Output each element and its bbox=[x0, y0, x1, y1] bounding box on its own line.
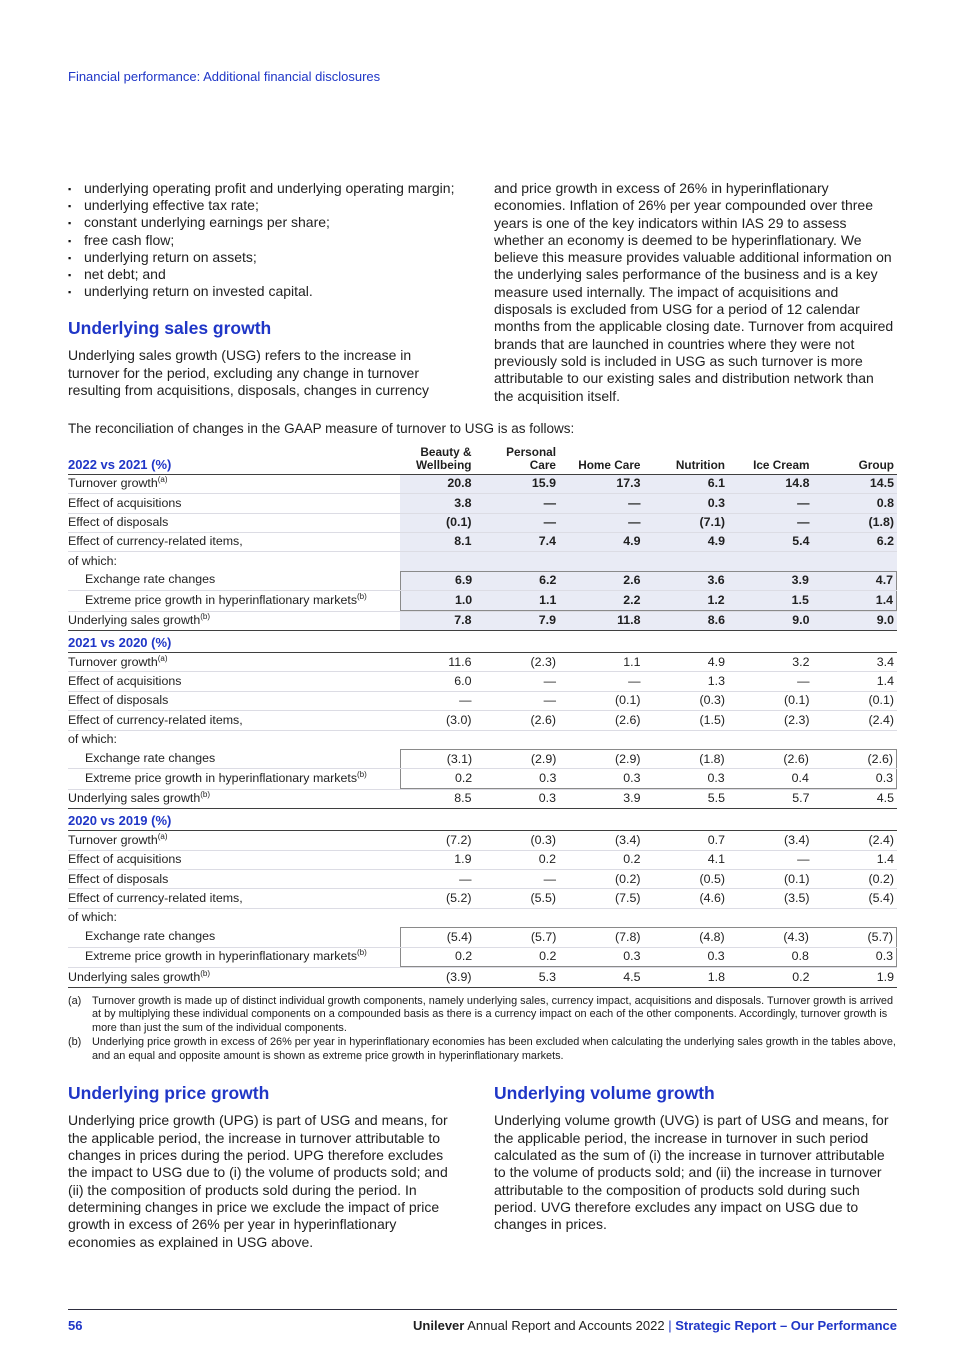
table-cell: (0.1) bbox=[446, 515, 472, 530]
table-cell: (5.5) bbox=[530, 890, 556, 905]
table-cell: 1.9 bbox=[454, 852, 472, 867]
table-cell: 8.6 bbox=[707, 613, 725, 628]
bullet-marker: ▪ bbox=[68, 270, 72, 281]
table-cell bbox=[823, 552, 898, 570]
bullet-item bbox=[68, 197, 465, 214]
table-cell: 14.5 bbox=[869, 476, 894, 491]
row-values bbox=[400, 889, 897, 907]
table-cell: (1.8) bbox=[699, 751, 725, 766]
table-row bbox=[68, 749, 897, 768]
table-cell: 0.2 bbox=[538, 852, 556, 867]
bullet-marker: ▪ bbox=[68, 184, 72, 194]
table-cell: (1.8) bbox=[868, 515, 894, 530]
usg-reconciliation-table bbox=[68, 446, 897, 987]
row-label: Turnover growth$^{(a)}$ bbox=[68, 475, 168, 491]
row-values bbox=[400, 968, 897, 986]
table-row bbox=[68, 532, 897, 551]
table-cell: (7.1) bbox=[699, 515, 725, 530]
table-cell bbox=[485, 731, 570, 749]
running-header: Financial performance: Additional financial disclosures bbox=[68, 69, 381, 84]
bullet-marker: ▪ bbox=[68, 201, 72, 212]
footnote-marker: (b) bbox=[357, 948, 367, 958]
table-cell: — bbox=[543, 495, 556, 510]
table-cell: (2.3) bbox=[784, 712, 810, 727]
table-cell: 0.7 bbox=[707, 832, 725, 847]
bullet-item bbox=[68, 232, 465, 249]
table-row bbox=[68, 888, 897, 907]
table-row bbox=[68, 730, 897, 749]
column-header: Beauty & Wellbeing bbox=[416, 445, 472, 472]
table-cell bbox=[400, 909, 485, 927]
table-row bbox=[68, 653, 897, 671]
footnote-marker: (b) bbox=[357, 769, 367, 779]
table-cell: (5.4) bbox=[446, 929, 473, 944]
table-row bbox=[68, 967, 897, 986]
table-cell: 0.3 bbox=[623, 770, 641, 785]
row-label: Turnover growth$^{(a)}$ bbox=[68, 831, 168, 847]
table-cell: 17.3 bbox=[616, 476, 641, 491]
table-cell: 1.4 bbox=[876, 673, 894, 688]
table-cell: 8.1 bbox=[454, 534, 472, 549]
table-cell: 4.7 bbox=[875, 573, 894, 588]
table-intro-text: The reconciliation of changes in the GAAP measure of turnover to USG is as follows: bbox=[68, 420, 575, 436]
table-cell: (2.6) bbox=[867, 751, 894, 766]
row-label: Effect of acquisitions bbox=[68, 673, 182, 688]
table-cell: 6.9 bbox=[454, 573, 473, 588]
bullet-text: constant underlying earnings per share; bbox=[84, 214, 330, 231]
table-cell: — bbox=[797, 673, 810, 688]
table-cell: 0.3 bbox=[707, 770, 725, 785]
footer-section-link: Strategic Report – Our Performance bbox=[675, 1318, 897, 1333]
table-cell: 0.8 bbox=[791, 949, 809, 964]
usg-heading: Underlying sales growth bbox=[68, 318, 272, 339]
table-cell: 0.3 bbox=[623, 949, 641, 964]
table-cell: (0.3) bbox=[699, 693, 725, 708]
footnote-marker: (a) bbox=[157, 831, 168, 841]
table-cell: (0.5) bbox=[699, 871, 725, 886]
row-label: Effect of acquisitions bbox=[68, 495, 182, 510]
footer-separator: | bbox=[668, 1318, 672, 1333]
table-cell: (0.1) bbox=[784, 693, 810, 708]
table-cell bbox=[654, 909, 739, 927]
column-header: Ice Cream bbox=[753, 457, 810, 472]
row-values bbox=[400, 571, 897, 590]
table-section-label: 2020 vs 2019 (%) bbox=[68, 809, 897, 831]
table-cell bbox=[738, 731, 823, 749]
table-cell: 7.8 bbox=[454, 613, 472, 628]
bullet-item bbox=[68, 249, 465, 266]
row-label: Effect of disposals bbox=[68, 871, 169, 886]
table-cell: (0.3) bbox=[530, 832, 556, 847]
table-cell: — bbox=[459, 693, 472, 708]
row-values bbox=[400, 612, 897, 630]
footnote-marker: (b) bbox=[357, 591, 367, 601]
table-section bbox=[68, 475, 897, 631]
table-row bbox=[68, 710, 897, 729]
row-label: of which: bbox=[68, 553, 117, 568]
table-cell bbox=[400, 552, 485, 570]
row-values bbox=[400, 672, 897, 690]
table-cell bbox=[569, 552, 654, 570]
row-label: Effect of currency-related items, bbox=[68, 534, 243, 549]
upg-paragraph: Underlying price growth (UPG) is part of USG and means, for the applicable period, the increase in turnover attributable to changes in prices during the period. UPG therefore excludes the impact to USG due to (i) the volume of products sold; and (ii) the composition of products sold during the period. In determining changes in price we exclude the impact of price growth in excess of 26% per year in hyperinflationary economies as explained in USG above. bbox=[68, 1112, 448, 1250]
bullet-text: underlying effective tax rate; bbox=[84, 197, 259, 214]
row-label: Underlying sales growth$^{(b)}$ bbox=[68, 611, 211, 628]
page-footer bbox=[68, 1309, 897, 1333]
footnote-marker: (b) bbox=[200, 968, 211, 978]
table-cell: 4.9 bbox=[707, 654, 725, 669]
column-header: Nutrition bbox=[675, 457, 725, 472]
table-cell: (3.4) bbox=[615, 832, 641, 847]
table-cell bbox=[654, 552, 739, 570]
table-footnotes bbox=[68, 995, 897, 1064]
bullet-text: underlying operating profit and underlying operating margin; bbox=[84, 180, 455, 196]
table-cell: — bbox=[797, 515, 810, 530]
column-header: Group bbox=[858, 457, 894, 472]
table-row bbox=[68, 831, 897, 849]
bullet-text: free cash flow; bbox=[84, 231, 175, 248]
table-cell: (4.3) bbox=[783, 929, 809, 944]
table-cell: 11.6 bbox=[448, 654, 472, 669]
uvg-column bbox=[494, 1075, 897, 1250]
row-label: of which: bbox=[68, 732, 117, 747]
table-cell: 9.0 bbox=[876, 613, 894, 628]
table-cell: 15.9 bbox=[531, 476, 556, 491]
table-cell: 6.2 bbox=[539, 573, 557, 588]
table-cell: 4.5 bbox=[876, 791, 894, 806]
table-cell: (5.7) bbox=[867, 929, 894, 944]
table-row bbox=[68, 513, 897, 532]
bullet-item bbox=[68, 214, 465, 231]
table-cell: 0.2 bbox=[539, 949, 557, 964]
column-header: Home Care bbox=[578, 457, 641, 472]
table-cell: (3.1) bbox=[446, 751, 473, 766]
bullet-item bbox=[68, 283, 465, 300]
table-cell: (0.1) bbox=[784, 871, 810, 886]
row-values bbox=[400, 514, 897, 532]
table-cell bbox=[738, 909, 823, 927]
table-cell: 1.5 bbox=[791, 592, 809, 607]
row-values bbox=[400, 533, 897, 551]
footer-title bbox=[413, 1318, 897, 1333]
table-cell: 3.6 bbox=[707, 573, 725, 588]
footnote-text: Underlying price growth in excess of 26% per year in hyperinflationary economies has been excluded when calculating the underlying sales growth in the tables above, and an equal and opposite amount is shown as extreme price growth in hyperinflationary markets. bbox=[92, 1035, 896, 1062]
row-values bbox=[400, 711, 897, 729]
table-cell: 0.2 bbox=[454, 770, 473, 785]
table-row bbox=[68, 551, 897, 570]
bullet-text: underlying return on invested capital. bbox=[84, 283, 313, 300]
table-cell: (0.2) bbox=[868, 871, 894, 886]
intro-right-column bbox=[494, 180, 897, 405]
upg-column bbox=[68, 1075, 465, 1250]
table-cell: — bbox=[797, 852, 810, 867]
footnote-marker: (b) bbox=[200, 790, 211, 800]
table-cell: 0.3 bbox=[875, 949, 894, 964]
table-cell: (2.6) bbox=[783, 751, 809, 766]
table-cell: — bbox=[628, 515, 641, 530]
row-label: of which: bbox=[68, 910, 117, 925]
table-cell: 20.8 bbox=[447, 476, 472, 491]
footnote-marker: (b) bbox=[200, 611, 211, 621]
row-label: Effect of disposals bbox=[68, 693, 169, 708]
table-cell: 0.3 bbox=[707, 949, 725, 964]
table-cell: 1.9 bbox=[876, 969, 894, 984]
table-cell: 1.0 bbox=[454, 592, 473, 607]
usg-paragraph-left: Underlying sales growth (USG) refers to the increase in turnover for the period, excluding any change in turnover resulting from acquisitions, disposals, changes in currency bbox=[68, 347, 430, 399]
uvg-heading: Underlying volume growth bbox=[494, 1083, 715, 1104]
table-cell: 9.0 bbox=[792, 613, 810, 628]
table-cell: 5.5 bbox=[707, 791, 725, 806]
table-cell: (0.1) bbox=[615, 693, 641, 708]
table-cell: (2.3) bbox=[530, 654, 556, 669]
table-cell: 8.5 bbox=[454, 791, 472, 806]
table-cell: 0.2 bbox=[623, 852, 641, 867]
bullet-item bbox=[68, 180, 465, 197]
table-cell: 3.9 bbox=[791, 573, 809, 588]
table-cell bbox=[823, 731, 898, 749]
table-cell: (4.8) bbox=[699, 929, 725, 944]
table-cell: 0.2 bbox=[792, 969, 810, 984]
table-cell: 3.8 bbox=[454, 495, 472, 510]
table-row bbox=[68, 789, 897, 808]
row-label: Exchange rate changes bbox=[85, 928, 216, 943]
row-values bbox=[400, 653, 897, 671]
table-cell: (5.7) bbox=[530, 929, 557, 944]
table-cell: 5.3 bbox=[538, 969, 556, 984]
table-cell: 4.9 bbox=[623, 534, 641, 549]
table-cell: (2.4) bbox=[868, 712, 894, 727]
table-cell: 3.4 bbox=[876, 654, 894, 669]
intro-columns bbox=[68, 180, 897, 405]
usg-paragraph-right: and price growth in excess of 26% in hyperinflationary economies. Inflation of 26% per year compounded over three years is one of the key indicators within IAS 29 to assess whether an economy is deemed to be hyperinflationary. We believe this measure provides valuable additional information on the underlying sales performance of the business and is a key measure used internally. The impact of acquisitions and disposals is excluded from USG for a period of 12 calendar months from the applicable closing date. Turnover from acquired brands that are launched in countries where they were not previously sold is included in USG as such turnover is more attributable to our existing sales and distribution network than the acquisition itself. bbox=[494, 180, 894, 404]
table-cell bbox=[400, 731, 485, 749]
table-cell: 7.9 bbox=[538, 613, 556, 628]
table-cell: — bbox=[543, 515, 556, 530]
table-section-label: 2021 vs 2020 (%) bbox=[68, 631, 897, 653]
footnote bbox=[68, 1036, 897, 1064]
table-cell: 5.7 bbox=[792, 791, 810, 806]
table-cell: (2.9) bbox=[615, 751, 641, 766]
table-cell: 2.2 bbox=[623, 592, 641, 607]
table-cell: (3.0) bbox=[446, 712, 472, 727]
row-values bbox=[400, 909, 897, 927]
table-cell: (4.6) bbox=[699, 890, 725, 905]
row-label: Effect of acquisitions bbox=[68, 852, 182, 867]
table-row bbox=[68, 908, 897, 927]
bullet-text: net debt; and bbox=[84, 266, 166, 283]
bullet-marker: ▪ bbox=[68, 287, 72, 298]
table-cell: 4.9 bbox=[707, 534, 725, 549]
table-cell: 0.3 bbox=[707, 495, 725, 510]
row-label: Exchange rate changes bbox=[85, 572, 216, 587]
bullet-marker: ▪ bbox=[68, 252, 72, 263]
table-cell: 4.1 bbox=[707, 852, 725, 867]
table-cell: 7.4 bbox=[538, 534, 556, 549]
table-row bbox=[68, 671, 897, 690]
table-cell: 0.3 bbox=[875, 770, 894, 785]
table-cell: — bbox=[797, 495, 810, 510]
table-cell: — bbox=[543, 871, 556, 886]
row-values bbox=[400, 851, 897, 869]
row-label: Effect of currency-related items, bbox=[68, 890, 243, 905]
footnote-marker: (a) bbox=[68, 994, 82, 1007]
footnote-marker: (b) bbox=[68, 1035, 82, 1048]
table-cell: — bbox=[543, 673, 556, 688]
definition-columns bbox=[68, 1075, 897, 1250]
footer-report-title: Annual Report and Accounts 2022 bbox=[467, 1318, 665, 1333]
table-cell: 1.8 bbox=[707, 969, 725, 984]
row-label: Extreme price growth in hyperinflationary markets$^{(b)}$ bbox=[85, 591, 367, 607]
table-cell: 6.0 bbox=[454, 673, 472, 688]
row-values bbox=[400, 831, 897, 849]
table-cell: — bbox=[628, 495, 641, 510]
table-cell bbox=[569, 731, 654, 749]
table-cell: (2.9) bbox=[530, 751, 557, 766]
table-cell: 6.1 bbox=[707, 476, 725, 491]
bullet-text: underlying return on assets; bbox=[84, 248, 257, 265]
row-values bbox=[400, 769, 897, 788]
row-values bbox=[400, 494, 897, 512]
row-label: Extreme price growth in hyperinflationary markets$^{(b)}$ bbox=[85, 769, 367, 785]
table-cell: (5.4) bbox=[868, 890, 894, 905]
table-cell: (0.2) bbox=[615, 871, 641, 886]
row-label: Effect of disposals bbox=[68, 515, 169, 530]
row-values bbox=[400, 749, 897, 768]
table-cell: (3.4) bbox=[784, 832, 810, 847]
table-cell: 1.3 bbox=[707, 673, 725, 688]
uvg-paragraph: Underlying volume growth (UVG) is part of USG and means, for the applicable period, the increase in turnover in such period calculated as the sum of (i) the increase in turnover attributable to the volume of products sold; and (ii) the increase in turnover attributable to the composition of products sold during such period. UVG therefore excludes any impact on USG due to changes in prices. bbox=[494, 1112, 889, 1233]
table-row bbox=[68, 850, 897, 869]
table-cell bbox=[485, 909, 570, 927]
row-label: Turnover growth$^{(a)}$ bbox=[68, 653, 168, 669]
page-number: 56 bbox=[68, 1318, 83, 1333]
row-values bbox=[400, 731, 897, 749]
row-values bbox=[400, 790, 897, 808]
row-label: Exchange rate changes bbox=[85, 750, 216, 765]
footnote-text: Turnover growth is made up of distinct individual growth components, namely underlying sales, currency impact, acquisitions and disposals. Turnover growth is arrived at by multiplying these individual components on a compounded basis as there is a currency impact on each of the other components. Accordingly, turnover growth is more than just the sum of the individual components. bbox=[92, 994, 894, 1035]
row-label: Underlying sales growth$^{(b)}$ bbox=[68, 968, 211, 984]
footnote bbox=[68, 995, 897, 1036]
table-cell: — bbox=[459, 871, 472, 886]
table-cell: (7.8) bbox=[615, 929, 641, 944]
table-cell: (2.6) bbox=[530, 712, 556, 727]
table-section-label: 2022 vs 2021 (%) bbox=[68, 456, 172, 472]
table-row bbox=[68, 927, 897, 946]
table-cell: 1.2 bbox=[707, 592, 725, 607]
kpi-bullet-list bbox=[68, 180, 465, 300]
table-cell: 3.2 bbox=[792, 654, 810, 669]
row-values bbox=[400, 591, 897, 610]
table-header-row bbox=[68, 446, 897, 475]
row-values bbox=[400, 870, 897, 888]
table-row bbox=[68, 947, 897, 967]
table-row bbox=[68, 571, 897, 590]
table-cell: 0.4 bbox=[791, 770, 809, 785]
table-row bbox=[68, 590, 897, 610]
table-cell: (2.4) bbox=[868, 832, 894, 847]
table-cell: (7.5) bbox=[615, 890, 641, 905]
table-cell: (0.1) bbox=[868, 693, 894, 708]
row-values bbox=[400, 552, 897, 570]
table-cell: (5.2) bbox=[446, 890, 472, 905]
table-row bbox=[68, 869, 897, 888]
row-label: Effect of currency-related items, bbox=[68, 712, 243, 727]
table-cell: 2.6 bbox=[623, 573, 641, 588]
table-cell: (3.5) bbox=[784, 890, 810, 905]
table-cell: 0.2 bbox=[454, 949, 473, 964]
bullet-marker: ▪ bbox=[68, 218, 72, 229]
table-row bbox=[68, 493, 897, 512]
table-cell: 0.3 bbox=[539, 770, 557, 785]
table-cell: 1.1 bbox=[623, 654, 641, 669]
table-row bbox=[68, 475, 897, 493]
footnote-marker: (a) bbox=[157, 475, 168, 485]
table-row bbox=[68, 768, 897, 788]
column-header: Personal Care bbox=[506, 445, 556, 472]
upg-heading: Underlying price growth bbox=[68, 1083, 270, 1104]
table-section bbox=[68, 831, 897, 987]
table-cell: 5.4 bbox=[792, 534, 810, 549]
table-cell: 0.3 bbox=[538, 791, 556, 806]
table-cell bbox=[485, 552, 570, 570]
table-cell bbox=[823, 909, 898, 927]
table-cell: (3.9) bbox=[446, 969, 472, 984]
bullet-item bbox=[68, 266, 465, 283]
table-cell: 3.9 bbox=[623, 791, 641, 806]
footnote-marker: (a) bbox=[157, 653, 168, 663]
table-cell: — bbox=[628, 673, 641, 688]
table-cell bbox=[654, 731, 739, 749]
table-cell: 14.8 bbox=[785, 476, 810, 491]
table-cell: 1.1 bbox=[539, 592, 557, 607]
footer-brand: Unilever bbox=[413, 1318, 465, 1333]
row-label: Underlying sales growth$^{(b)}$ bbox=[68, 790, 211, 806]
table-cell bbox=[738, 552, 823, 570]
row-values bbox=[400, 927, 897, 946]
table-cell: 11.8 bbox=[617, 613, 641, 628]
table-cell: (1.5) bbox=[699, 712, 725, 727]
intro-left-column bbox=[68, 180, 465, 405]
row-values bbox=[400, 475, 897, 493]
row-values bbox=[400, 948, 897, 967]
table-cell: — bbox=[543, 693, 556, 708]
table-cell bbox=[569, 909, 654, 927]
table-cell: (7.2) bbox=[446, 832, 472, 847]
table-cell: 6.2 bbox=[876, 534, 894, 549]
table-cell: 1.4 bbox=[876, 852, 894, 867]
bullet-marker: ▪ bbox=[68, 235, 72, 246]
table-cell: (2.6) bbox=[615, 712, 641, 727]
row-values bbox=[400, 692, 897, 710]
table-row bbox=[68, 691, 897, 710]
table-cell: 4.5 bbox=[623, 969, 641, 984]
table-section bbox=[68, 653, 897, 809]
row-label: Extreme price growth in hyperinflationary markets$^{(b)}$ bbox=[85, 948, 367, 964]
table-row bbox=[68, 611, 897, 630]
table-cell: 0.8 bbox=[876, 495, 894, 510]
table-cell: 1.4 bbox=[875, 592, 894, 607]
